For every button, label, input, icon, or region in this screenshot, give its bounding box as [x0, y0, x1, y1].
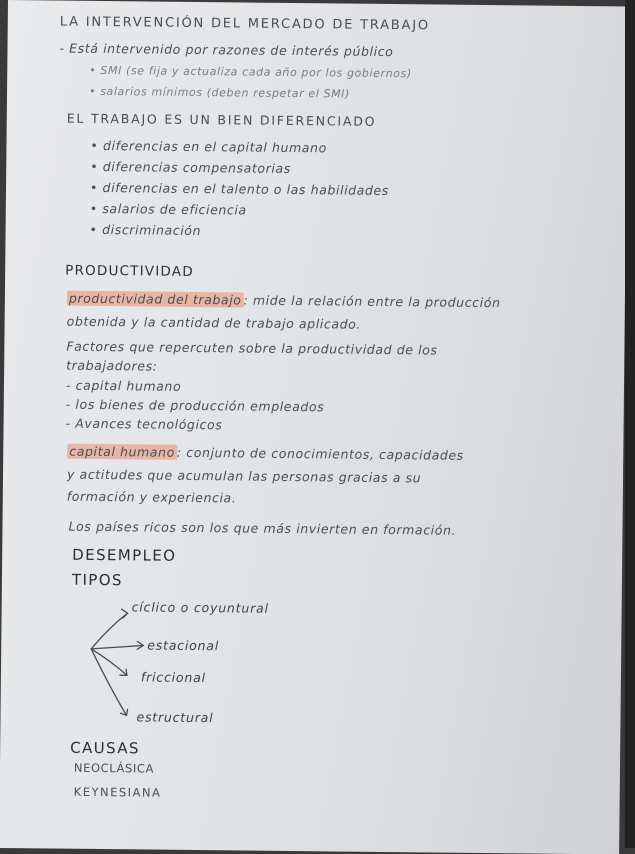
background-edge: [625, 0, 635, 848]
bullet-item: • diferencias compensatorias: [90, 158, 291, 176]
tipo-label: estructural: [136, 709, 214, 726]
tipo-label: estacional: [147, 637, 220, 654]
bullet-item: • diferencias en el capital humano: [90, 137, 327, 156]
paises-line: Los países ricos son los que más invierten en formación.: [68, 518, 457, 538]
bien-diferenciado-heading: EL TRABAJO ES UN BIEN DIFERENCIADO: [66, 110, 377, 129]
factores-line-1: Factores que repercuten sobre la productividad de los: [66, 338, 438, 358]
bullet-item: • salarios de eficiencia: [89, 200, 247, 218]
productividad-definition-text: : mide la relación entre la producción: [243, 292, 501, 311]
capital-definition-line-1: [67, 444, 464, 463]
tipo-label: friccional: [140, 669, 206, 686]
productividad-heading: PRODUCTIVIDAD: [65, 262, 194, 280]
branch-arrow-estructural: [91, 649, 128, 715]
smi-line-1: • SMI (se fija y actualiza cada año por los gobiernos): [89, 63, 412, 81]
branch-arrow-estacional: [91, 645, 143, 650]
page-title: LA INTERVENCIÓN DEL MERCADO DE TRABAJO: [59, 14, 431, 34]
capital-definition-line-3: formación y experiencia.: [66, 488, 237, 506]
bullet-item: • discriminación: [89, 221, 202, 239]
factor-item: - capital humano: [65, 377, 182, 394]
smi-line-2: • salarios mínimos (deben respetar el SMI): [88, 84, 351, 101]
desempleo-heading: DESEMPLEO: [72, 545, 177, 565]
capital-definition-line-2: y actitudes que acumulan las personas gracias a su: [66, 466, 422, 486]
intervenido-line: - Está intervenido por razones de interés público: [59, 40, 394, 60]
capital-term-highlight: capital humano: [69, 443, 175, 460]
bullet-item: • diferencias en el talento o las habilidades: [89, 179, 389, 198]
factor-item: - Avances tecnológicos: [65, 415, 223, 433]
factor-item: - los bienes de producción empleados: [65, 396, 325, 415]
factores-line-2: trabajadores:: [66, 357, 158, 374]
productividad-definition-line-2: obtenida y la cantidad de trabajo aplicado.: [66, 313, 362, 332]
causas-heading: CAUSAS: [70, 738, 140, 758]
tipo-label: cíclico o coyuntural: [131, 599, 269, 616]
tipos-heading: TIPOS: [71, 570, 123, 590]
capital-definition-text: : conjunto de conocimientos, capacidades: [176, 444, 464, 463]
productividad-term-highlight: productividad del trabajo: [68, 290, 242, 308]
branch-arrow-friccional: [91, 649, 127, 675]
tipos-branch-diagram: [80, 599, 321, 732]
productividad-definition-line-1: [67, 291, 501, 311]
causa-item: NEOCLÁSICA: [73, 760, 155, 776]
causa-item: KEYNESIANA: [73, 784, 162, 800]
